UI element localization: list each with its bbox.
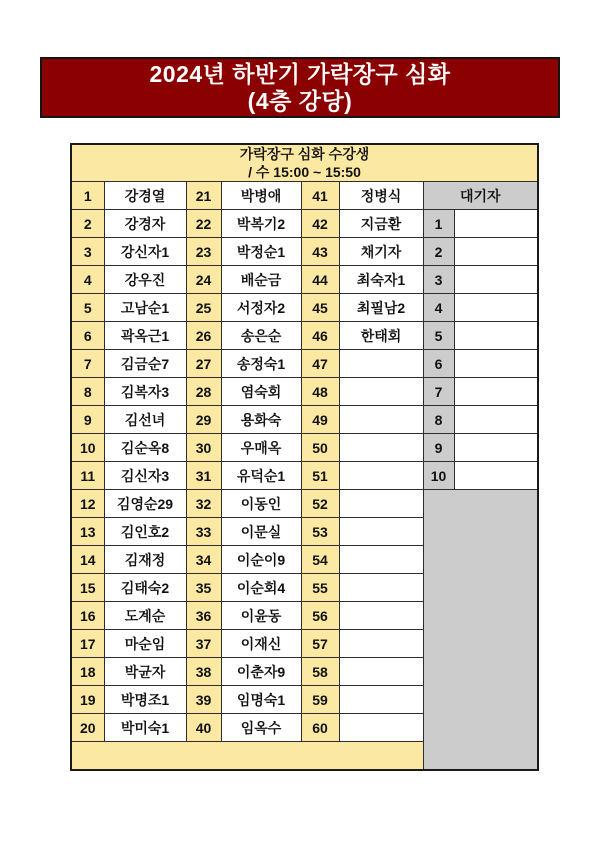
student-no-cell: 28 bbox=[186, 378, 221, 406]
waitlist-name-cell bbox=[454, 406, 538, 434]
waitlist-name-cell bbox=[454, 266, 538, 294]
student-name-cell: 김인호2 bbox=[104, 518, 186, 546]
student-name-cell: 김재정 bbox=[104, 546, 186, 574]
student-no-cell: 11 bbox=[71, 462, 104, 490]
student-no-cell: 52 bbox=[301, 490, 339, 518]
student-no-cell: 13 bbox=[71, 518, 104, 546]
waitlist-header: 대기자 bbox=[423, 182, 538, 210]
student-no-cell: 57 bbox=[301, 630, 339, 658]
waitlist-no-cell: 1 bbox=[423, 210, 454, 238]
student-name-cell: 이순이9 bbox=[221, 546, 301, 574]
student-name-cell: 김복자3 bbox=[104, 378, 186, 406]
waitlist-no-cell: 5 bbox=[423, 322, 454, 350]
student-no-cell: 1 bbox=[71, 182, 104, 210]
student-no-cell: 35 bbox=[186, 574, 221, 602]
student-no-cell: 34 bbox=[186, 546, 221, 574]
waitlist-empty-block bbox=[423, 490, 538, 770]
student-name-cell bbox=[339, 518, 423, 546]
roster-body bbox=[71, 144, 538, 770]
title-banner bbox=[40, 57, 560, 118]
table-row bbox=[71, 182, 538, 210]
student-no-cell: 43 bbox=[301, 238, 339, 266]
student-no-cell: 60 bbox=[301, 714, 339, 742]
footer-cell bbox=[71, 742, 423, 770]
student-no-cell: 48 bbox=[301, 378, 339, 406]
waitlist-no-cell: 9 bbox=[423, 434, 454, 462]
waitlist-name-cell bbox=[454, 238, 538, 266]
student-no-cell: 24 bbox=[186, 266, 221, 294]
student-name-cell: 임옥수 bbox=[221, 714, 301, 742]
table-header-cell bbox=[71, 144, 538, 182]
student-name-cell: 최필남2 bbox=[339, 294, 423, 322]
student-name-cell: 고남순1 bbox=[104, 294, 186, 322]
student-name-cell bbox=[339, 602, 423, 630]
student-no-cell: 27 bbox=[186, 350, 221, 378]
student-name-cell bbox=[339, 490, 423, 518]
student-no-cell: 49 bbox=[301, 406, 339, 434]
student-name-cell: 김선녀 bbox=[104, 406, 186, 434]
student-no-cell: 26 bbox=[186, 322, 221, 350]
student-name-cell: 송은순 bbox=[221, 322, 301, 350]
student-name-cell: 유덕순1 bbox=[221, 462, 301, 490]
waitlist-no-cell: 2 bbox=[423, 238, 454, 266]
student-name-cell: 이윤동 bbox=[221, 602, 301, 630]
student-name-cell: 이순회4 bbox=[221, 574, 301, 602]
student-no-cell: 36 bbox=[186, 602, 221, 630]
waitlist-no-cell: 6 bbox=[423, 350, 454, 378]
table-row bbox=[71, 462, 538, 490]
student-name-cell: 지금환 bbox=[339, 210, 423, 238]
student-no-cell: 51 bbox=[301, 462, 339, 490]
student-name-cell: 김금순7 bbox=[104, 350, 186, 378]
student-name-cell bbox=[339, 406, 423, 434]
waitlist-name-cell bbox=[454, 434, 538, 462]
waitlist-no-cell: 4 bbox=[423, 294, 454, 322]
student-no-cell: 58 bbox=[301, 658, 339, 686]
student-name-cell: 서정자2 bbox=[221, 294, 301, 322]
student-no-cell: 56 bbox=[301, 602, 339, 630]
student-no-cell: 17 bbox=[71, 630, 104, 658]
student-name-cell: 김순옥8 bbox=[104, 434, 186, 462]
title-line1: 2024년 하반기 가락장구 심화 bbox=[149, 60, 451, 87]
table-row bbox=[71, 434, 538, 462]
student-name-cell bbox=[339, 630, 423, 658]
student-name-cell: 김태숙2 bbox=[104, 574, 186, 602]
student-name-cell: 박명조1 bbox=[104, 686, 186, 714]
title-line2: (4층 강당) bbox=[247, 87, 353, 114]
student-name-cell: 박정순1 bbox=[221, 238, 301, 266]
student-no-cell: 47 bbox=[301, 350, 339, 378]
student-name-cell bbox=[339, 378, 423, 406]
student-no-cell: 50 bbox=[301, 434, 339, 462]
student-no-cell: 39 bbox=[186, 686, 221, 714]
student-name-cell bbox=[339, 686, 423, 714]
student-name-cell: 강신자1 bbox=[104, 238, 186, 266]
student-name-cell: 김영순29 bbox=[104, 490, 186, 518]
student-name-cell: 도계순 bbox=[104, 602, 186, 630]
student-no-cell: 38 bbox=[186, 658, 221, 686]
student-name-cell: 용화숙 bbox=[221, 406, 301, 434]
waitlist-no-cell: 3 bbox=[423, 266, 454, 294]
student-no-cell: 5 bbox=[71, 294, 104, 322]
student-no-cell: 20 bbox=[71, 714, 104, 742]
student-name-cell: 마순임 bbox=[104, 630, 186, 658]
student-name-cell: 임명숙1 bbox=[221, 686, 301, 714]
student-no-cell: 3 bbox=[71, 238, 104, 266]
student-no-cell: 37 bbox=[186, 630, 221, 658]
student-name-cell: 한태회 bbox=[339, 322, 423, 350]
student-no-cell: 40 bbox=[186, 714, 221, 742]
student-name-cell: 곽옥근1 bbox=[104, 322, 186, 350]
student-name-cell: 강경자 bbox=[104, 210, 186, 238]
student-name-cell: 김신자3 bbox=[104, 462, 186, 490]
student-name-cell bbox=[339, 350, 423, 378]
waitlist-no-cell: 8 bbox=[423, 406, 454, 434]
student-no-cell: 4 bbox=[71, 266, 104, 294]
student-no-cell: 16 bbox=[71, 602, 104, 630]
student-name-cell: 박병애 bbox=[221, 182, 301, 210]
student-no-cell: 18 bbox=[71, 658, 104, 686]
waitlist-no-cell: 7 bbox=[423, 378, 454, 406]
student-no-cell: 42 bbox=[301, 210, 339, 238]
student-no-cell: 53 bbox=[301, 518, 339, 546]
student-name-cell: 염숙회 bbox=[221, 378, 301, 406]
table-row bbox=[71, 238, 538, 266]
student-no-cell: 15 bbox=[71, 574, 104, 602]
student-no-cell: 31 bbox=[186, 462, 221, 490]
student-name-cell: 송정숙1 bbox=[221, 350, 301, 378]
student-name-cell: 이문실 bbox=[221, 518, 301, 546]
student-name-cell: 최숙자1 bbox=[339, 266, 423, 294]
table-row bbox=[71, 322, 538, 350]
student-no-cell: 30 bbox=[186, 434, 221, 462]
table-row bbox=[71, 350, 538, 378]
table-row bbox=[71, 406, 538, 434]
student-name-cell bbox=[339, 574, 423, 602]
student-no-cell: 54 bbox=[301, 546, 339, 574]
student-no-cell: 12 bbox=[71, 490, 104, 518]
student-name-cell: 박균자 bbox=[104, 658, 186, 686]
student-no-cell: 21 bbox=[186, 182, 221, 210]
student-no-cell: 46 bbox=[301, 322, 339, 350]
roster-schedule: / 수 15:00 ~ 15:50 bbox=[248, 164, 361, 180]
student-no-cell: 59 bbox=[301, 686, 339, 714]
student-no-cell: 45 bbox=[301, 294, 339, 322]
student-no-cell: 14 bbox=[71, 546, 104, 574]
student-name-cell: 배순금 bbox=[221, 266, 301, 294]
student-name-cell bbox=[339, 462, 423, 490]
student-no-cell: 33 bbox=[186, 518, 221, 546]
student-no-cell: 29 bbox=[186, 406, 221, 434]
table-row bbox=[71, 266, 538, 294]
student-no-cell: 22 bbox=[186, 210, 221, 238]
student-name-cell: 강경열 bbox=[104, 182, 186, 210]
student-no-cell: 44 bbox=[301, 266, 339, 294]
student-name-cell: 박복기2 bbox=[221, 210, 301, 238]
roster-table bbox=[70, 143, 539, 771]
student-no-cell: 41 bbox=[301, 182, 339, 210]
student-no-cell: 55 bbox=[301, 574, 339, 602]
waitlist-no-cell: 10 bbox=[423, 462, 454, 490]
student-no-cell: 10 bbox=[71, 434, 104, 462]
student-no-cell: 19 bbox=[71, 686, 104, 714]
student-name-cell: 채기자 bbox=[339, 238, 423, 266]
table-header-row bbox=[71, 144, 538, 182]
student-no-cell: 23 bbox=[186, 238, 221, 266]
student-name-cell: 정병식 bbox=[339, 182, 423, 210]
student-name-cell: 우매옥 bbox=[221, 434, 301, 462]
waitlist-name-cell bbox=[454, 294, 538, 322]
table-row bbox=[71, 490, 538, 518]
waitlist-name-cell bbox=[454, 210, 538, 238]
roster-title: 가락장구 심화 수강생 bbox=[239, 146, 370, 162]
waitlist-name-cell bbox=[454, 462, 538, 490]
student-name-cell: 이춘자9 bbox=[221, 658, 301, 686]
table-row bbox=[71, 294, 538, 322]
student-name-cell: 박미숙1 bbox=[104, 714, 186, 742]
student-no-cell: 25 bbox=[186, 294, 221, 322]
student-name-cell bbox=[339, 714, 423, 742]
student-no-cell: 6 bbox=[71, 322, 104, 350]
student-no-cell: 2 bbox=[71, 210, 104, 238]
student-no-cell: 7 bbox=[71, 350, 104, 378]
student-no-cell: 32 bbox=[186, 490, 221, 518]
waitlist-name-cell bbox=[454, 350, 538, 378]
waitlist-name-cell bbox=[454, 322, 538, 350]
student-name-cell: 강우진 bbox=[104, 266, 186, 294]
table-row bbox=[71, 378, 538, 406]
student-name-cell: 이동인 bbox=[221, 490, 301, 518]
student-name-cell bbox=[339, 546, 423, 574]
table-row bbox=[71, 210, 538, 238]
student-name-cell bbox=[339, 434, 423, 462]
student-no-cell: 9 bbox=[71, 406, 104, 434]
student-name-cell: 이재신 bbox=[221, 630, 301, 658]
student-no-cell: 8 bbox=[71, 378, 104, 406]
student-name-cell bbox=[339, 658, 423, 686]
waitlist-name-cell bbox=[454, 378, 538, 406]
